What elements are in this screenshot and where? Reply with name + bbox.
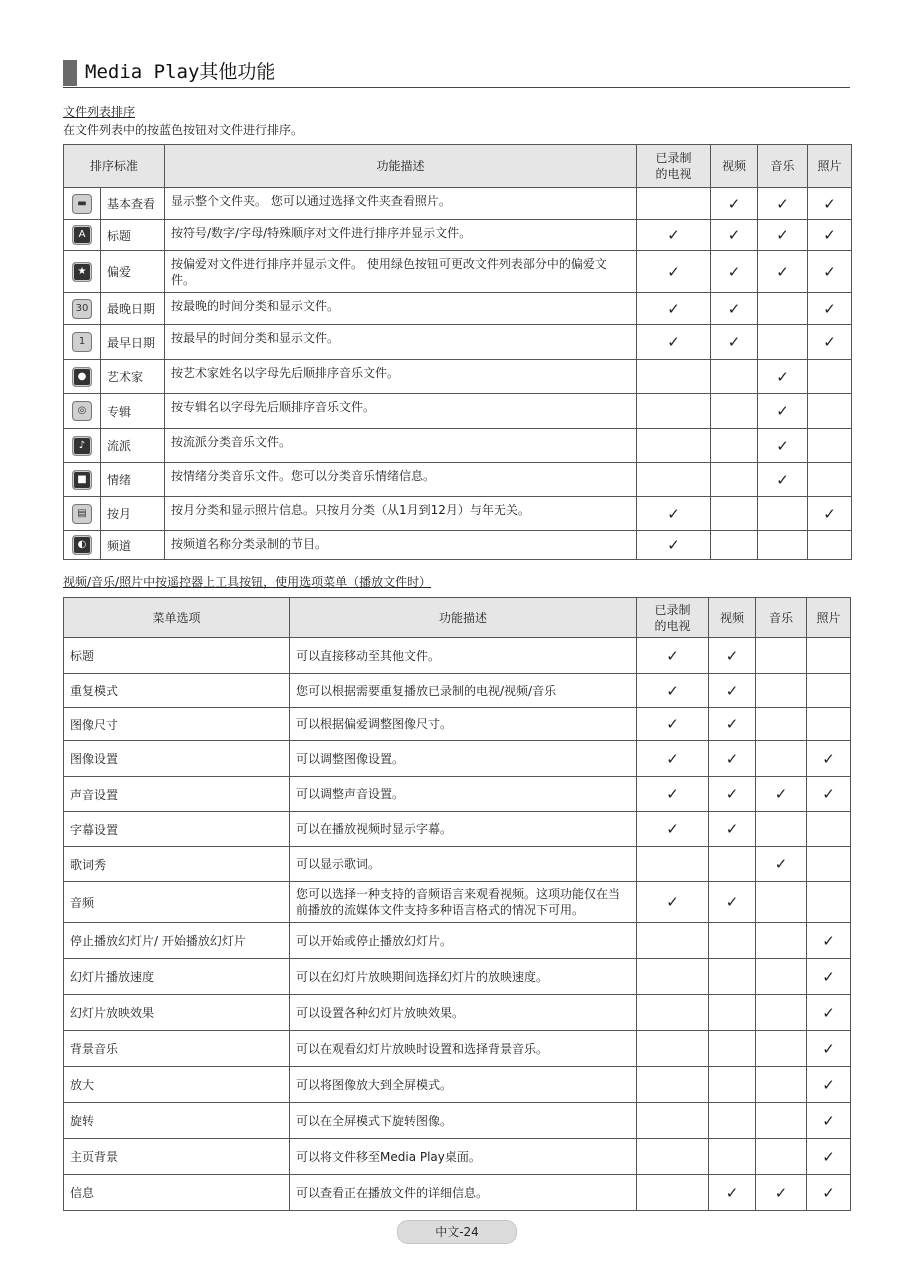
- header-music: 音乐: [756, 598, 807, 638]
- check-tv: [637, 1103, 709, 1139]
- menu-option-desc: 可以查看正在播放文件的详细信息。: [290, 1175, 637, 1211]
- header-music: 音乐: [758, 145, 808, 188]
- table-row: [64, 995, 851, 1031]
- channel-icon: ◐: [72, 535, 92, 555]
- check-music: [756, 708, 807, 741]
- table-row: [64, 1139, 851, 1175]
- check-music: [756, 1139, 807, 1175]
- check-video: [711, 429, 758, 463]
- check-tv: ✓: [637, 638, 709, 674]
- check-video: [709, 1139, 756, 1175]
- check-tv: ✓: [637, 777, 709, 812]
- sort-desc: 显示整个文件夹。 您可以通过选择文件夹查看照片。: [165, 188, 637, 220]
- table-row: [64, 531, 852, 560]
- check-music: ✓: [758, 394, 808, 429]
- check-music: ✓: [758, 360, 808, 394]
- menu-option-name: 幻灯片放映效果: [64, 995, 290, 1031]
- check-tv: ✓: [637, 497, 711, 531]
- check-video: [711, 531, 758, 560]
- check-video: [709, 923, 756, 959]
- album-icon: ◎: [72, 401, 92, 421]
- check-photo: ✓: [808, 293, 852, 325]
- check-music: [756, 1067, 807, 1103]
- sort-name: 频道: [101, 531, 165, 560]
- check-tv: [637, 959, 709, 995]
- check-tv: [637, 1175, 709, 1211]
- menu-option-desc: 可以在播放视频时显示字幕。: [290, 812, 637, 847]
- menu-option-name: 字幕设置: [64, 812, 290, 847]
- menu-option-name: 放大: [64, 1067, 290, 1103]
- check-tv: [637, 360, 711, 394]
- check-video: [709, 847, 756, 882]
- check-photo: ✓: [808, 497, 852, 531]
- check-music: [758, 497, 808, 531]
- table-row: [64, 638, 851, 674]
- folder-icon: ▬: [72, 194, 92, 214]
- table-row: [64, 1103, 851, 1139]
- check-tv: [637, 394, 711, 429]
- sort-desc: 按情绪分类音乐文件。您可以分类音乐情绪信息。: [165, 463, 637, 497]
- check-photo: ✓: [807, 1067, 851, 1103]
- check-photo: ✓: [807, 1103, 851, 1139]
- calendar-earliest-icon: 1: [72, 332, 92, 352]
- check-video: [711, 394, 758, 429]
- check-music: ✓: [758, 463, 808, 497]
- check-video: ✓: [709, 777, 756, 812]
- check-music: [758, 325, 808, 360]
- menu-option-name: 音频: [64, 882, 290, 923]
- check-music: [756, 995, 807, 1031]
- table-row: [64, 463, 852, 497]
- check-video: ✓: [709, 638, 756, 674]
- sort-name: 最晚日期: [101, 293, 165, 325]
- table-row: [64, 325, 852, 360]
- section2-title: 视频/音乐/照片中按遥控器上工具按钮，使用选项菜单（播放文件时）: [63, 575, 432, 589]
- table-row: [64, 1175, 851, 1211]
- check-video: ✓: [709, 674, 756, 708]
- menu-option-name: 标题: [64, 638, 290, 674]
- check-photo: [807, 708, 851, 741]
- menu-option-desc: 可以直接移动至其他文件。: [290, 638, 637, 674]
- menu-option-desc: 可以调整图像设置。: [290, 741, 637, 777]
- sort-name: 按月: [101, 497, 165, 531]
- menu-option-name: 声音设置: [64, 777, 290, 812]
- title-divider: [63, 87, 850, 88]
- menu-option-name: 图像尺寸: [64, 708, 290, 741]
- menu-option-name: 信息: [64, 1175, 290, 1211]
- check-video: ✓: [709, 882, 756, 923]
- check-music: ✓: [758, 188, 808, 220]
- header-video: 视频: [709, 598, 756, 638]
- header-menu-option: 菜单选项: [64, 598, 290, 638]
- check-photo: ✓: [808, 220, 852, 251]
- options-menu-table: [63, 597, 851, 1211]
- check-tv: [637, 923, 709, 959]
- check-video: [709, 959, 756, 995]
- table-row: [64, 251, 852, 293]
- check-music: ✓: [758, 429, 808, 463]
- check-photo: ✓: [807, 1175, 851, 1211]
- genre-icon: ♪: [72, 436, 92, 456]
- menu-option-desc: 可以根据偏爱调整图像尺寸。: [290, 708, 637, 741]
- menu-option-desc: 可以在幻灯片放映期间选择幻灯片的放映速度。: [290, 959, 637, 995]
- check-music: [756, 812, 807, 847]
- menu-option-desc: 可以开始或停止播放幻灯片。: [290, 923, 637, 959]
- table-row: [64, 1067, 851, 1103]
- sort-desc: 按月分类和显示照片信息。只按月分类（从1月到12月）与年无关。: [165, 497, 637, 531]
- page-title: Media Play其他功能: [85, 61, 276, 83]
- sort-desc: 按频道名称分类录制的节目。: [165, 531, 637, 560]
- options-table-header: [64, 598, 851, 638]
- check-photo: [808, 360, 852, 394]
- check-photo: [807, 882, 851, 923]
- check-tv: [637, 847, 709, 882]
- menu-option-name: 幻灯片播放速度: [64, 959, 290, 995]
- check-video: ✓: [711, 188, 758, 220]
- check-photo: [808, 531, 852, 560]
- table-row: [64, 708, 851, 741]
- check-music: ✓: [756, 847, 807, 882]
- menu-option-desc: 您可以选择一种支持的音频语言来观看视频。这项功能仅在当前播放的流媒体文件支持多种语言格式的情况下可用。: [290, 882, 637, 923]
- header-recorded-tv: 已录制的电视: [637, 145, 711, 188]
- calendar-latest-icon: 30: [72, 299, 92, 319]
- sort-table: [63, 144, 852, 560]
- check-video: [711, 497, 758, 531]
- check-tv: [637, 1067, 709, 1103]
- table-row: [64, 923, 851, 959]
- table-row: [64, 220, 852, 251]
- sort-desc: 按流派分类音乐文件。: [165, 429, 637, 463]
- section1-title: 文件列表排序: [63, 105, 136, 119]
- check-tv: ✓: [637, 220, 711, 251]
- menu-option-desc: 可以在全屏模式下旋转图像。: [290, 1103, 637, 1139]
- menu-option-desc: 可以在观看幻灯片放映时设置和选择背景音乐。: [290, 1031, 637, 1067]
- table-row: [64, 777, 851, 812]
- check-tv: [637, 995, 709, 1031]
- check-music: [758, 531, 808, 560]
- table-row: [64, 812, 851, 847]
- check-photo: ✓: [807, 1031, 851, 1067]
- check-music: [756, 674, 807, 708]
- table-row: [64, 847, 851, 882]
- check-music: [756, 1103, 807, 1139]
- check-photo: [807, 847, 851, 882]
- check-music: ✓: [756, 777, 807, 812]
- check-photo: [807, 674, 851, 708]
- check-music: [756, 638, 807, 674]
- menu-option-desc: 可以显示歌词。: [290, 847, 637, 882]
- sort-name: 艺术家: [101, 360, 165, 394]
- check-photo: ✓: [807, 995, 851, 1031]
- check-photo: [808, 394, 852, 429]
- check-music: [756, 923, 807, 959]
- check-video: ✓: [711, 220, 758, 251]
- sort-desc: 按偏爱对文件进行排序并显示文件。 使用绿色按钮可更改文件列表部分中的偏爱文件。: [165, 251, 637, 293]
- header-description: 功能描述: [165, 145, 637, 188]
- check-tv: [637, 463, 711, 497]
- check-video: [709, 995, 756, 1031]
- sort-name: 流派: [101, 429, 165, 463]
- check-tv: ✓: [637, 708, 709, 741]
- table-row: [64, 674, 851, 708]
- check-photo: ✓: [808, 325, 852, 360]
- header-photo: 照片: [808, 145, 852, 188]
- menu-option-name: 重复模式: [64, 674, 290, 708]
- header-video: 视频: [711, 145, 758, 188]
- check-tv: ✓: [637, 325, 711, 360]
- check-photo: ✓: [807, 1139, 851, 1175]
- check-video: ✓: [709, 1175, 756, 1211]
- sort-name: 情绪: [101, 463, 165, 497]
- check-photo: ✓: [807, 741, 851, 777]
- sort-desc: 按最晚的时间分类和显示文件。: [165, 293, 637, 325]
- check-photo: [807, 812, 851, 847]
- check-photo: ✓: [808, 188, 852, 220]
- header-recorded-tv: 已录制的电视: [637, 598, 709, 638]
- table-row: [64, 394, 852, 429]
- check-music: ✓: [756, 1175, 807, 1211]
- table-row: [64, 882, 851, 923]
- check-tv: ✓: [637, 741, 709, 777]
- page-header: [63, 60, 850, 88]
- check-video: [709, 1103, 756, 1139]
- table-row: [64, 497, 852, 531]
- check-video: [709, 1067, 756, 1103]
- table-row: [64, 293, 852, 325]
- check-photo: [807, 638, 851, 674]
- table-row: [64, 1031, 851, 1067]
- sort-name: 标题: [101, 220, 165, 251]
- check-photo: ✓: [807, 923, 851, 959]
- check-tv: [637, 1139, 709, 1175]
- section1-description: 在文件列表中的按蓝色按钮对文件进行排序。: [63, 123, 304, 137]
- check-photo: ✓: [807, 777, 851, 812]
- check-tv: [637, 429, 711, 463]
- check-tv: ✓: [637, 293, 711, 325]
- check-tv: ✓: [637, 882, 709, 923]
- star-icon: ★: [72, 262, 92, 282]
- check-music: ✓: [758, 251, 808, 293]
- sort-desc: 按艺术家姓名以字母先后顺排序音乐文件。: [165, 360, 637, 394]
- menu-option-desc: 可以将文件移至Media Play桌面。: [290, 1139, 637, 1175]
- sort-name: 偏爱: [101, 251, 165, 293]
- sort-name: 最早日期: [101, 325, 165, 360]
- check-video: [709, 1031, 756, 1067]
- menu-option-desc: 可以将图像放大到全屏模式。: [290, 1067, 637, 1103]
- check-music: [756, 741, 807, 777]
- table-row: [64, 741, 851, 777]
- table-row: [64, 188, 852, 220]
- title-icon: A: [72, 225, 92, 245]
- sort-name: 基本查看: [101, 188, 165, 220]
- check-video: ✓: [711, 325, 758, 360]
- sort-name: 专辑: [101, 394, 165, 429]
- check-music: [756, 882, 807, 923]
- sort-desc: 按符号/数字/字母/特殊顺序对文件进行排序并显示文件。: [165, 220, 637, 251]
- check-photo: ✓: [808, 251, 852, 293]
- artist-icon: ●: [72, 367, 92, 387]
- check-tv: ✓: [637, 251, 711, 293]
- table-row: [64, 360, 852, 394]
- check-photo: ✓: [807, 959, 851, 995]
- header-sort-criteria: 排序标准: [64, 145, 165, 188]
- check-tv: ✓: [637, 674, 709, 708]
- menu-option-desc: 您可以根据需要重复播放已录制的电视/视频/音乐: [290, 674, 637, 708]
- check-video: ✓: [711, 293, 758, 325]
- page-number: 中文-24: [397, 1220, 517, 1244]
- menu-option-desc: 可以设置各种幻灯片放映效果。: [290, 995, 637, 1031]
- check-photo: [808, 463, 852, 497]
- check-tv: [637, 188, 711, 220]
- check-tv: ✓: [637, 531, 711, 560]
- monthly-icon: ▤: [72, 504, 92, 524]
- check-music: ✓: [758, 220, 808, 251]
- menu-option-desc: 可以调整声音设置。: [290, 777, 637, 812]
- title-marker: [63, 60, 77, 86]
- check-video: [711, 463, 758, 497]
- check-music: [758, 293, 808, 325]
- check-video: ✓: [711, 251, 758, 293]
- header-description: 功能描述: [290, 598, 637, 638]
- check-photo: [808, 429, 852, 463]
- sort-desc: 按专辑名以字母先后顺排序音乐文件。: [165, 394, 637, 429]
- check-video: ✓: [709, 812, 756, 847]
- check-video: ✓: [709, 741, 756, 777]
- check-tv: ✓: [637, 812, 709, 847]
- menu-option-name: 旋转: [64, 1103, 290, 1139]
- menu-option-name: 背景音乐: [64, 1031, 290, 1067]
- check-tv: [637, 1031, 709, 1067]
- menu-option-name: 停止播放幻灯片/ 开始播放幻灯片: [64, 923, 290, 959]
- sort-table-header: [64, 145, 852, 188]
- check-music: [756, 959, 807, 995]
- check-music: [756, 1031, 807, 1067]
- table-row: [64, 959, 851, 995]
- sort-desc: 按最早的时间分类和显示文件。: [165, 325, 637, 360]
- table-row: [64, 429, 852, 463]
- check-video: ✓: [709, 708, 756, 741]
- mood-icon: ■: [72, 470, 92, 490]
- menu-option-name: 主页背景: [64, 1139, 290, 1175]
- menu-option-name: 图像设置: [64, 741, 290, 777]
- menu-option-name: 歌词秀: [64, 847, 290, 882]
- header-photo: 照片: [807, 598, 851, 638]
- check-video: [711, 360, 758, 394]
